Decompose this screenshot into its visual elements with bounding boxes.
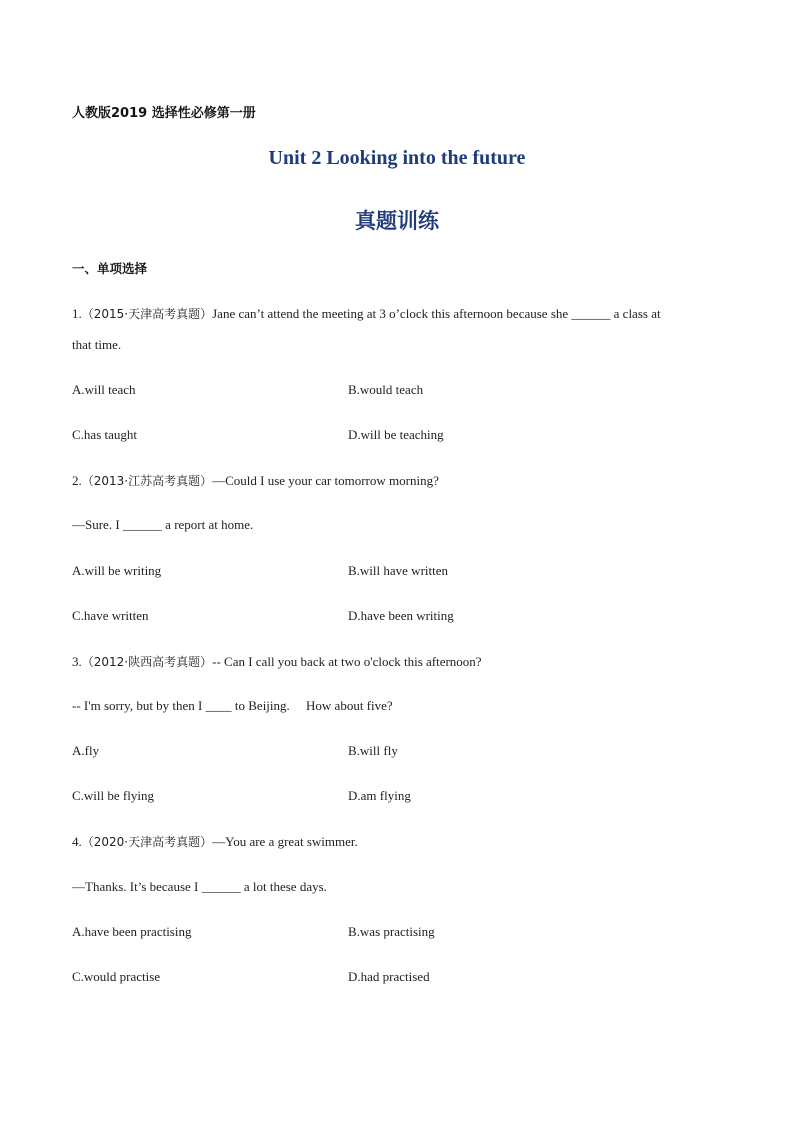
question-4-stem [72, 833, 358, 850]
question-4-reply [72, 879, 327, 895]
reply-text: -- I'm sorry, but by then I [72, 698, 206, 713]
question-1-stem [72, 305, 661, 322]
reply-text: —Thanks. It’s because I [72, 879, 202, 894]
question-1-stem-cont: that time. [72, 337, 122, 352]
page-subtitle: 真题训练 [355, 209, 439, 233]
question-text: —Could I use your car tomorrow morning? [212, 473, 439, 488]
answer-blank: ______ [122, 517, 162, 532]
question-1-option-d: D.will be teaching [348, 427, 444, 442]
question-1-option-b: B.would teach [348, 382, 424, 397]
question-source: （2020·天津高考真题） [81, 835, 213, 849]
reply-text: a lot these days. [240, 879, 327, 894]
question-2-stem [72, 472, 439, 489]
question-source: （2013·江苏高考真题） [81, 474, 213, 488]
question-2-reply [72, 517, 253, 533]
question-text: —You are a great swimmer. [212, 834, 358, 849]
question-4-option-b: B.was practising [348, 924, 435, 939]
reply-text: to Beijing. How about five? [231, 698, 393, 713]
question-3-stem [72, 653, 482, 670]
reply-text: —Sure. I [72, 517, 123, 532]
question-3-option-c: C.will be flying [72, 788, 154, 803]
question-2-option-c: C.have written [72, 608, 149, 623]
question-4-option-c: C.would practise [72, 969, 161, 984]
section-heading: 一、单项选择 [72, 261, 148, 276]
question-4-option-d: D.had practised [348, 969, 430, 984]
question-3-reply [72, 698, 393, 714]
unit-title: Unit 2 Looking into the future [268, 147, 526, 169]
question-number: 4. [72, 834, 82, 849]
question-number: 3. [72, 654, 82, 669]
question-2-option-d: D.have been writing [348, 608, 454, 623]
question-1-option-c: C.has taught [72, 427, 137, 442]
question-text: Jane can’t attend the meeting at 3 o’clock this afternoon because she [212, 306, 572, 321]
question-text: -- Can I call you back at two o'clock this afternoon? [212, 654, 482, 669]
question-number: 2. [72, 473, 82, 488]
question-2-option-a: A.will be writing [72, 563, 162, 578]
question-number: 1. [72, 306, 82, 321]
question-1-option-a: A.will teach [72, 382, 136, 397]
question-2-option-b: B.will have written [348, 563, 449, 578]
question-3-option-d: D.am flying [348, 788, 411, 803]
answer-blank: ______ [201, 879, 241, 894]
question-text: a class at [610, 306, 661, 321]
question-3-option-a: A.fly [72, 743, 100, 758]
reply-text: a report at home. [161, 517, 254, 532]
question-4-option-a: A.have been practising [72, 924, 192, 939]
question-source: （2015·天津高考真题） [81, 307, 213, 321]
answer-blank: ____ [205, 698, 232, 713]
answer-blank: ______ [571, 306, 611, 321]
textbook-header: 人教版2019 选择性必修第一册 [72, 106, 256, 121]
question-source: （2012·陕西高考真题） [81, 655, 213, 669]
question-3-option-b: B.will fly [348, 743, 398, 758]
